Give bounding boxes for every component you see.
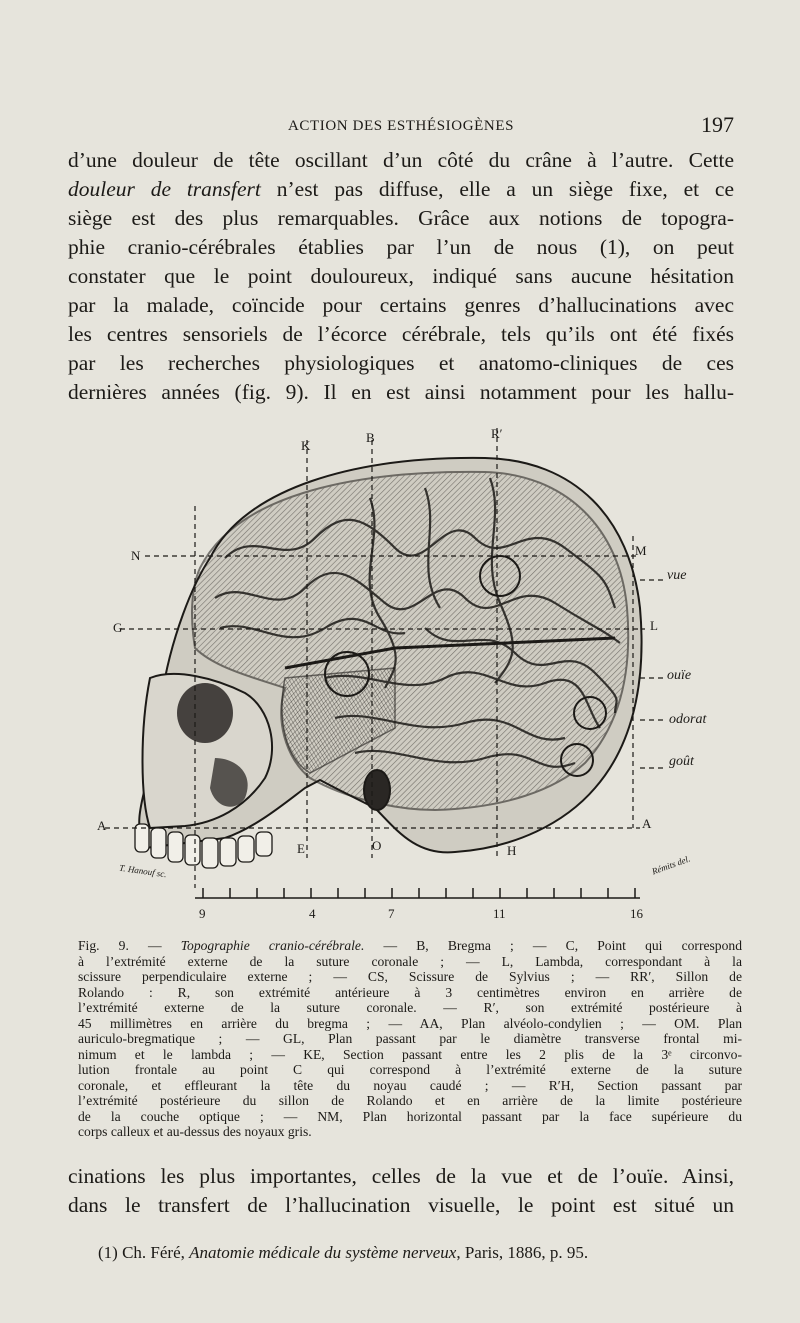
text-run: — B, Bregma ; — C, Point qui correspond bbox=[364, 938, 742, 953]
footnote-title: Anatomie médicale du système nerveux bbox=[189, 1243, 457, 1262]
text-line bbox=[68, 175, 734, 204]
text-line bbox=[68, 378, 734, 407]
artist-signature: Rémits del. bbox=[650, 853, 692, 877]
engraver-signature: T. Hanouf sc. bbox=[118, 862, 168, 880]
scale-9: 9 bbox=[199, 906, 206, 921]
skull-brain-illustration bbox=[95, 428, 745, 928]
text-line bbox=[68, 349, 734, 378]
label-B: B bbox=[366, 430, 375, 445]
text-run: les centres sensoriels de l’écorce cérébrale, tels qu’ils ont été fixés bbox=[68, 322, 734, 346]
figure-cranio-cerebral bbox=[95, 428, 745, 928]
text-line bbox=[68, 320, 734, 349]
scale-16: 16 bbox=[630, 906, 643, 921]
label-E: E bbox=[297, 841, 305, 856]
label-ouie: ouïe bbox=[667, 668, 692, 683]
body-text-top bbox=[68, 146, 734, 407]
text-line bbox=[78, 1016, 742, 1032]
italic-text: douleur de transfert bbox=[68, 177, 261, 201]
text-run: corps calleux et au-dessus des noyaux gris. bbox=[78, 1124, 312, 1139]
text-line bbox=[68, 204, 734, 233]
text-run: 45 millimètres en arrière du bregma ; — AA, Plan alvéolo-condylien ; — OM. Plan bbox=[78, 1015, 742, 1031]
label-L: L bbox=[650, 618, 658, 633]
text-line bbox=[78, 954, 742, 970]
running-title: ACTION DES ESTHÉSIOGÈNES bbox=[287, 118, 515, 134]
text-run: Fig. 9. — bbox=[78, 938, 181, 953]
label-gout: goût bbox=[669, 754, 694, 769]
text-run: siège est des plus remarquables. Grâce aux notions de topogra- bbox=[68, 206, 734, 230]
text-run: lution frontale au point C qui correspond à l’extrémité externe de la suture bbox=[78, 1062, 742, 1077]
italic-text: Topographie cranio-cérébrale. bbox=[180, 938, 365, 953]
text-line bbox=[68, 233, 734, 262]
text-run: nimum et le lambda ; — KE, Section passant entre les 2 plis de la 3ᵉ circonvo- bbox=[78, 1046, 742, 1062]
text-run: phie cranio-cérébrales établies par l’un de nous (1), on peut bbox=[68, 235, 734, 259]
label-A-left: A bbox=[97, 818, 107, 833]
text-run: par les recherches physiologiques et anatomo-cliniques de ces bbox=[68, 351, 734, 375]
label-A-right: A bbox=[642, 816, 652, 831]
scale-7: 7 bbox=[388, 906, 395, 921]
body-text-bottom bbox=[68, 1162, 734, 1220]
text-run: l’extrémité postérieure du sillon de Rolando et en arrière de la limite postérieure bbox=[78, 1093, 742, 1108]
text-run: par la malade, coïncide pour certains genres d’hallucinations avec bbox=[68, 293, 734, 317]
label-odorat: odorat bbox=[669, 712, 707, 727]
footnote bbox=[98, 1243, 748, 1263]
text-run: l’extrémité externe de la suture coronale. — R′, son extrémité postérieure à bbox=[78, 1000, 742, 1015]
text-run: auriculo-bregmatique ; — GL, Plan passant par le diamètre transverse frontal mi- bbox=[78, 1031, 742, 1046]
text-line bbox=[78, 969, 742, 985]
text-line bbox=[78, 985, 742, 1001]
text-run: coronale, et effleurant la tête du noyau caudé ; — R′H, Section passant par bbox=[78, 1077, 742, 1093]
text-line bbox=[78, 1062, 742, 1078]
text-run: Rolando : R, son extrémité antérieure à 3 centimètres environ en arrière de bbox=[78, 984, 742, 1000]
text-line bbox=[78, 1078, 742, 1094]
text-line: cinations les plus importantes, celles de la vue et de l’ouïe. Ainsi, bbox=[68, 1164, 734, 1188]
label-G: G bbox=[113, 620, 123, 635]
label-R-prime: R′ bbox=[491, 426, 503, 441]
text-line bbox=[78, 1047, 742, 1063]
text-line bbox=[78, 1000, 742, 1016]
text-run: d’une douleur de tête oscillant d’un côté du crâne à l’autre. Cette bbox=[68, 148, 734, 172]
label-O: O bbox=[372, 838, 382, 853]
text-line bbox=[78, 1031, 742, 1047]
text-line: dans le transfert de l’hallucination visuelle, le point est situé un bbox=[68, 1193, 734, 1217]
footnote-post: , Paris, 1886, p. 95. bbox=[456, 1243, 589, 1262]
text-line bbox=[78, 938, 742, 954]
scale-4: 4 bbox=[309, 906, 316, 921]
text-run: scissure perpendiculaire externe ; — CS, Scissure de Sylvius ; — RR′, Sillon de bbox=[78, 969, 742, 984]
text-line bbox=[78, 1124, 742, 1140]
scale-ruler bbox=[195, 888, 640, 898]
text-line bbox=[78, 1093, 742, 1109]
label-M: M bbox=[635, 543, 647, 558]
text-run: n’est pas diffuse, elle a un siège fixe, et ce bbox=[260, 177, 734, 201]
text-run: dernières années (fig. 9). Il en est ainsi notamment pour les hallu- bbox=[68, 380, 734, 404]
label-K: K bbox=[301, 438, 311, 453]
ear-canal bbox=[364, 770, 390, 810]
text-line bbox=[78, 1109, 742, 1125]
scale-11: 11 bbox=[493, 906, 506, 921]
text-run: à l’extrémité externe de la suture coronale ; — L, Lambda, correspondant à la bbox=[78, 953, 742, 969]
label-H: H bbox=[507, 843, 517, 858]
figure-caption bbox=[78, 938, 742, 1140]
running-head bbox=[68, 112, 734, 142]
page-number: 197 bbox=[701, 112, 734, 137]
text-line bbox=[68, 291, 734, 320]
label-N: N bbox=[131, 548, 141, 563]
text-run: constater que le point douloureux, indiqué sans aucune hésitation bbox=[68, 264, 734, 288]
text-run: de la couche optique ; — NM, Plan horizontal passant par la face supérieure du bbox=[78, 1108, 742, 1124]
text-line bbox=[68, 262, 734, 291]
footnote-pre: (1) Ch. Féré, bbox=[98, 1243, 190, 1262]
label-vue: vue bbox=[667, 568, 687, 583]
orbit bbox=[177, 683, 233, 743]
text-line bbox=[68, 146, 734, 175]
